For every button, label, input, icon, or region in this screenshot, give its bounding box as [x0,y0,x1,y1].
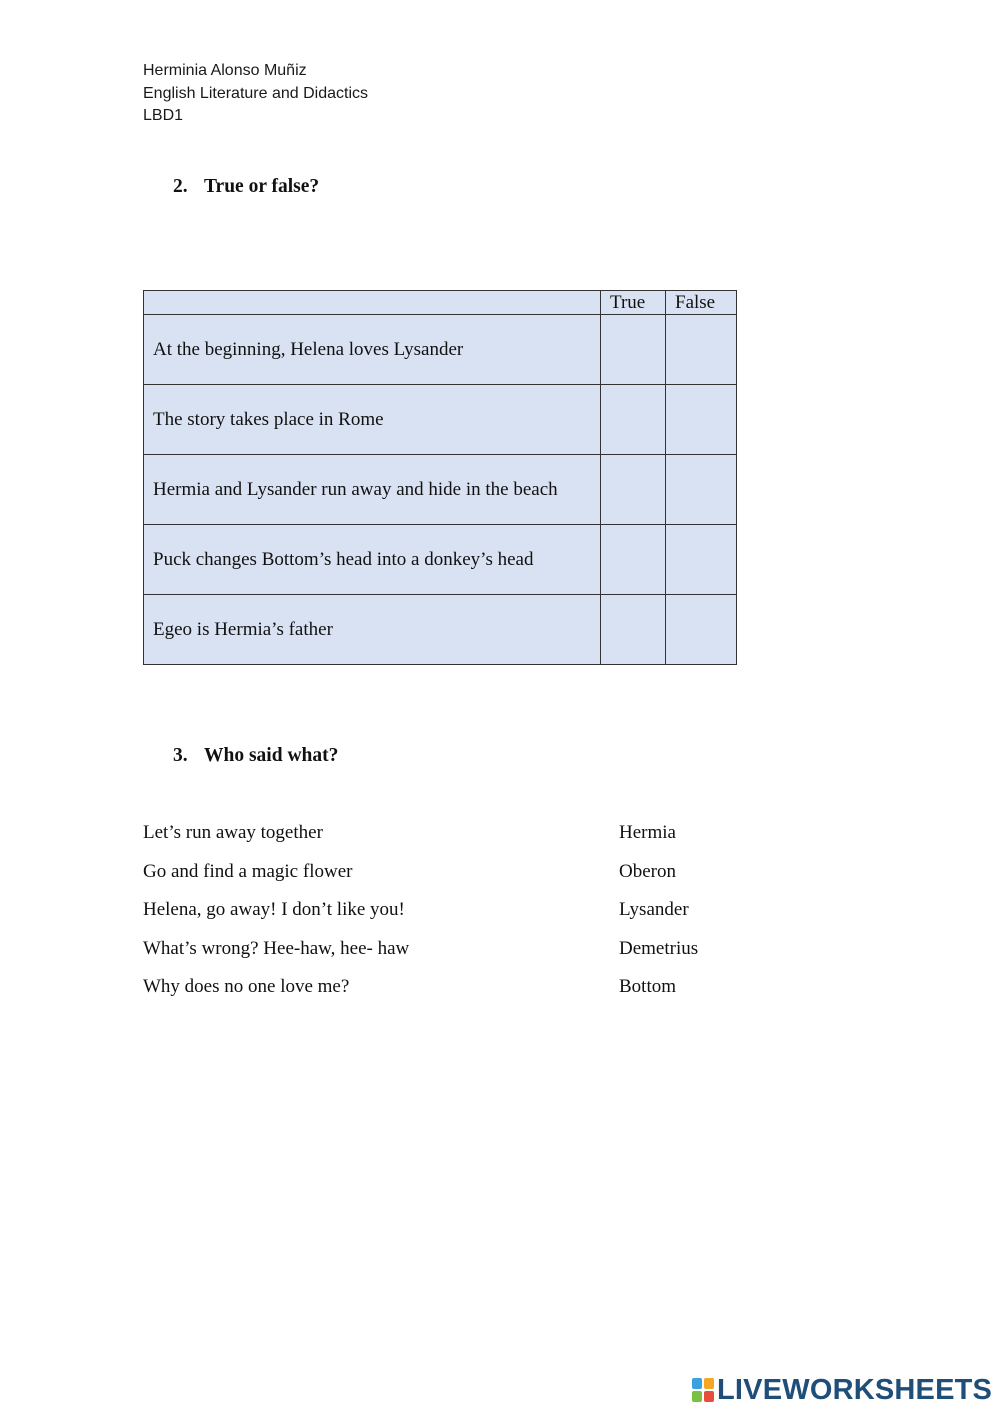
false-answer-cell[interactable] [666,455,737,525]
list-item [143,859,763,898]
liveworksheets-logo-icon [692,1378,714,1402]
false-answer-cell[interactable] [666,385,737,455]
true-answer-cell[interactable] [601,455,666,525]
statement-cell: Hermia and Lysander run away and hide in the beach [144,455,601,525]
table-row [144,385,737,455]
character-name[interactable]: Hermia [619,822,676,843]
section-3-number: 3. [173,745,188,766]
true-answer-cell[interactable] [601,315,666,385]
course-name: English Literature and Didactics [143,84,369,102]
statement-cell: The story takes place in Rome [144,385,601,455]
brand-name: LIVEWORKSHEETS [717,1373,993,1406]
character-name[interactable]: Bottom [619,976,677,997]
false-answer-cell[interactable] [666,595,737,665]
quote-text[interactable]: Helena, go away! I don’t like you! [143,899,405,920]
group-code: LBD1 [143,107,184,124]
true-answer-cell[interactable] [601,525,666,595]
section-2-heading: True or false? [204,176,320,197]
statement-cell: At the beginning, Helena loves Lysander [144,315,601,385]
table-row [144,455,737,525]
table-row [144,315,737,385]
character-name[interactable]: Demetrius [619,937,699,959]
author-name: Herminia Alonso Muñiz [143,62,307,79]
quote-matching-list [143,820,763,1013]
character-name[interactable]: Lysander [619,899,689,920]
list-item [143,897,763,936]
statement-column-header [144,291,601,315]
character-name[interactable]: Oberon [619,860,676,882]
table-row [144,595,737,665]
quote-text[interactable]: What’s wrong? Hee-haw, hee- haw [143,937,410,959]
section-3-heading: Who said what? [204,745,339,766]
list-item [143,820,763,859]
true-answer-cell[interactable] [601,595,666,665]
table-header-row [144,291,737,315]
document-header [143,60,368,128]
liveworksheets-brand [692,1374,992,1406]
false-answer-cell[interactable] [666,315,737,385]
statement-cell: Puck changes Bottom’s head into a donkey’s head [144,525,601,595]
true-answer-cell[interactable] [601,385,666,455]
true-false-table [143,290,737,665]
section-2-number: 2. [173,176,188,197]
section-3-title [173,745,338,767]
false-answer-cell[interactable] [666,525,737,595]
true-column-header: True [601,291,666,315]
list-item [143,974,763,1013]
quote-text[interactable]: Let’s run away together [143,822,323,843]
section-2-title [173,176,319,198]
statement-cell: Egeo is Hermia’s father [144,595,601,665]
quote-text[interactable]: Why does no one love me? [143,976,350,997]
quote-text[interactable]: Go and find a magic flower [143,860,353,882]
false-column-header: False [666,291,737,315]
list-item [143,936,763,975]
table-row [144,525,737,595]
